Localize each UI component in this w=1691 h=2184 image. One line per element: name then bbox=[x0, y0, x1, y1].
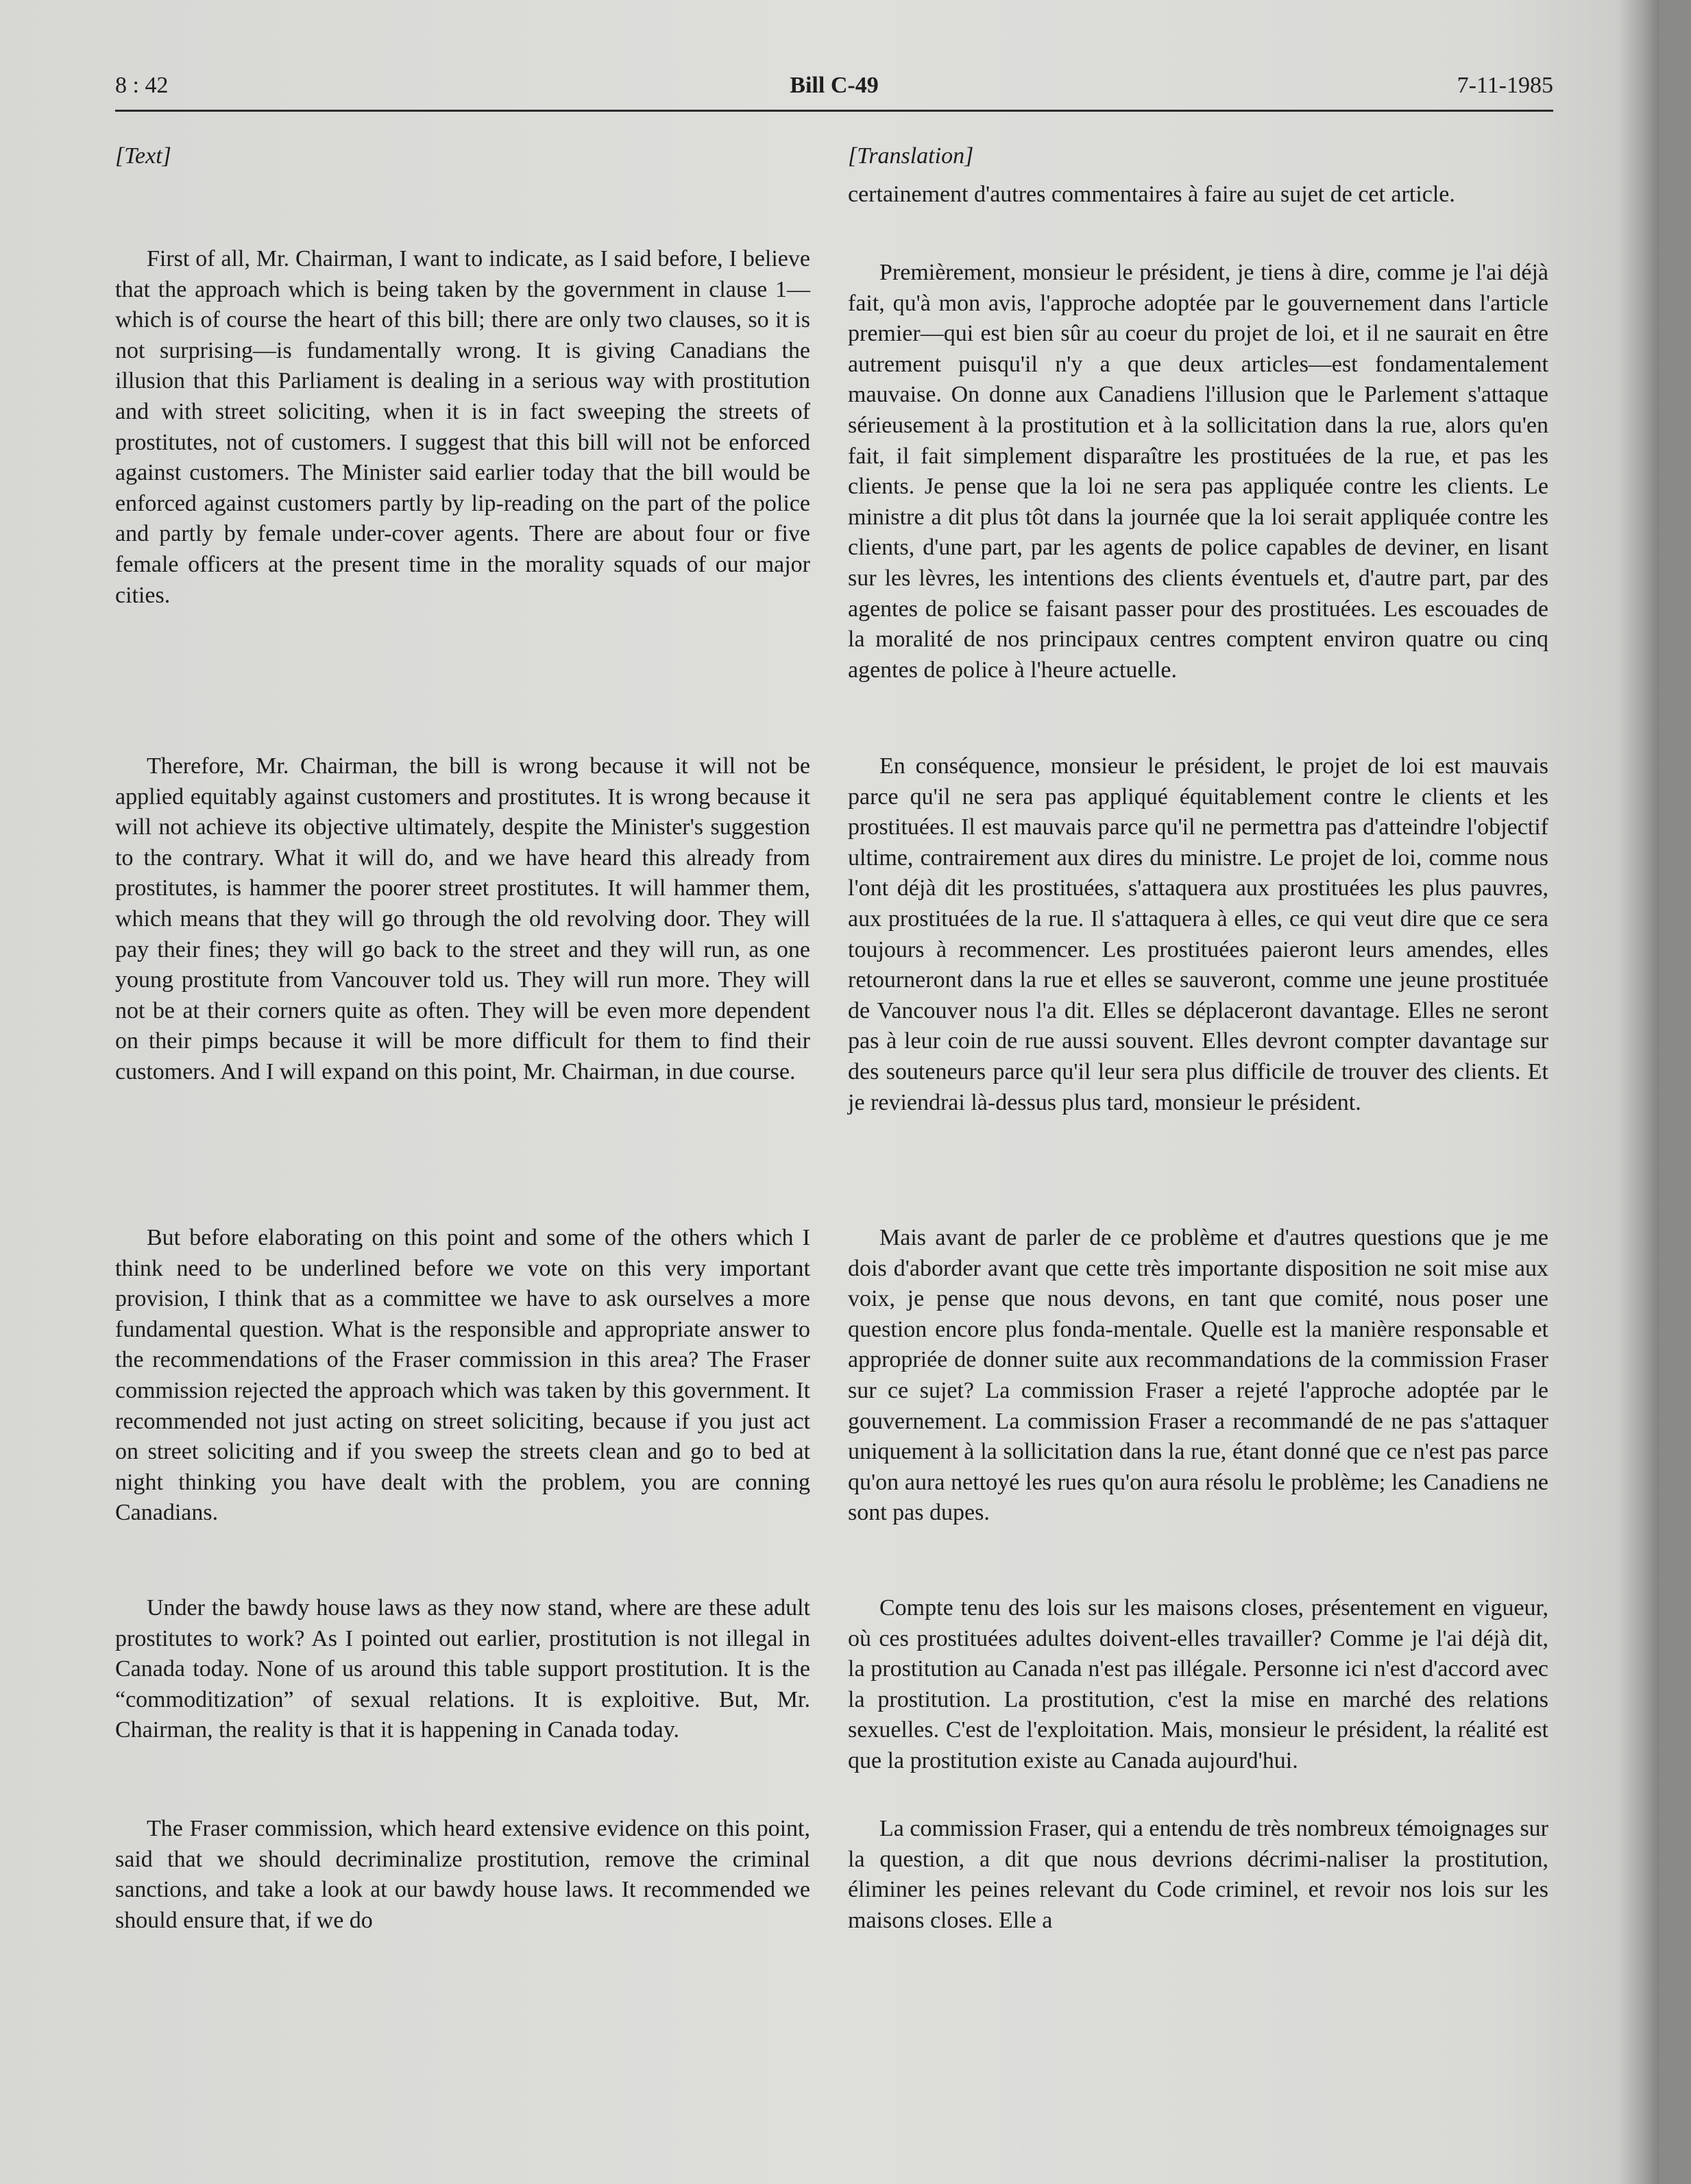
paragraph: certainement d'autres commentaires à faire au sujet de cet article. bbox=[848, 182, 1455, 207]
paragraph: Mais avant de parler de ce problème et d'autres questions que je me dois d'aborder avant que cette très importante disposition ne soit mise aux voix, je pense que nous devons, en tant que comité, nous poser une question encore plus fonda-mentale. Quelle est la manière responsable et appropriée de donner suite aux recommandations de la commission Fraser sur ce sujet? La commission Fraser a rejeté l'approche adoptée par le gouvernement. La commission Fraser a recommandé de ne pas s'attaquer uniquement à la sollicitation dans la rue, étant donné que ce n'est pas parce qu'on aura nettoyé les rues qu'on aura résolu le problème; les Canadiens ne sont pas dupes. bbox=[848, 1225, 1548, 1526]
paragraph: La commission Fraser, qui a entendu de très nombreux témoignages sur la question, a dit que nous devrions décrimi-naliser la prostitution, éliminer les peines relevant du Code criminel, et revoir nos lois sur les maisons closes. Elle a bbox=[848, 1816, 1548, 1933]
header-rule bbox=[115, 110, 1553, 112]
page-number: 8 : 42 bbox=[115, 73, 169, 98]
page-edge-shadow bbox=[1618, 0, 1659, 2184]
bill-title: Bill C-49 bbox=[790, 73, 879, 98]
paragraph: En conséquence, monsieur le président, le projet de loi est mauvais parce qu'il ne sera pas appliqué équitablement contre le clients et les prostituées. Il est mauvais parce qu'il ne permettra pas d'atteindre l'objectif ultime, contrairement aux dires du ministre. Le projet de loi, comme nous l'ont déjà dit les prostituées, s'attaquera aux prostituées les plus pauvres, aux prostituées de la rue. Il s'attaquera à elles, ce qui veut dire que ce sera toujours à recommencer. Les prostituées paieront leurs amendes, elles retourneront dans la rue et elles se sauveront, comme une jeune prostituée de Vancouver nous l'a dit. Elles se déplaceront davantage. Elles ne seront pas à leur coin de rue aussi souvent. Elles devront compter davantage sur des souteneurs parce qu'il leur sera plus difficile de trouver des clients. Et je reviendrai là-dessus plus tard, monsieur le président. bbox=[848, 753, 1548, 1115]
paragraph: Compte tenu des lois sur les maisons closes, présentement en vigueur, où ces prostituées adultes doivent-elles travailler? Comme je l'ai déjà dit, la prostitution au Canada n'est pas illégale. Personne ici n'est d'accord avec la prostitution. La prostitution, c'est la mise en marché des relations sexuelles. C'est de l'exploitation. Mais, monsieur le président, la réalité est que la prostitution existe au Canada aujourd'hui. bbox=[848, 1595, 1548, 1773]
paragraph: Premièrement, monsieur le président, je tiens à dire, comme je l'ai déjà fait, qu'à mon avis, l'approche adoptée par le gouvernement dans l'article premier—qui est bien sûr au coeur du projet de loi, et il ne saurait en être autrement puisqu'il n'y a que deux articles—est fondamentalement mauvaise. On donne aux Canadiens l'illusion que le Parlement s'attaque sérieusement à la prostitution et à la sollicitation dans la rue, alors qu'en fait, il fait simplement disparaître les prostituées de la rue, et pas les clients. Je pense que la loi ne sera pas appliquée contre les clients. Le ministre a dit plus tôt dans la journée que la loi serait appliquée contre les clients, d'une part, par les agents de police capables de deviner, en lisant sur les lèvres, les intentions des clients éventuels et, d'autre part, par des agentes de police se faisant passer pour des prostituées. Les escouades de la moralité de nos principaux centres comptent environ quatre ou cinq agentes de police à l'heure actuelle. bbox=[848, 260, 1548, 683]
paragraph: First of all, Mr. Chairman, I want to indicate, as I said before, I believe that the approach which is being taken by the government in clause 1—which is of course the heart of this bill; there are only two clauses, so it is not surprising—is fundamentally wrong. It is giving Canadians the illusion that this Parliament is dealing in a serious way with prostitution and with street soliciting, when it is in fact sweeping the streets of prostitutes, not of customers. I suggest that this bill will not be enforced against customers. The Minister said earlier today that the bill would be enforced against customers partly by lip-reading on the part of the police and partly by female under-cover agents. There are about four or five female officers at the present time in the morality squads of our major cities. bbox=[115, 246, 810, 608]
text-label: [Text] bbox=[115, 143, 171, 169]
paragraph: Therefore, Mr. Chairman, the bill is wrong because it will not be applied equitably against customers and prostitutes. It is wrong because it will not achieve its objective ultimately, despite the Minister's suggestion to the contrary. What it will do, and we have heard this already from prostitutes, is hammer the poorer street prostitutes. It will hammer them, which means that they will go through the old revolving door. They will pay their fines; they will go back to the street and they will run, as one young prostitute from Vancouver told us. They will run more. They will not be at their corners quite as often. They will be even more dependent on their pimps because it will be more difficult for them to find their customers. And I will expand on this point, Mr. Chairman, in due course. bbox=[115, 753, 810, 1084]
paragraph: But before elaborating on this point and some of the others which I think need to be underlined before we vote on this very important provision, I think that as a committee we have to ask ourselves a more fundamental question. What is the responsible and appropriate answer to the recommendations of the Fraser commission in this area? The Fraser commission rejected the approach which was taken by this government. It recommended not just acting on street soliciting, because if you just act on street soliciting and if you sweep the streets clean and go to bed at night thinking you have dealt with the problem, you are conning Canadians. bbox=[115, 1225, 810, 1526]
translation-label: [Translation] bbox=[848, 143, 974, 169]
paragraph: The Fraser commission, which heard extensive evidence on this point, said that we should decriminalize prostitution, remove the criminal sanctions, and take a look at our bawdy house laws. It recommended we should ensure that, if we do bbox=[115, 1816, 810, 1933]
paragraph: Under the bawdy house laws as they now stand, where are these adult prostitutes to work? As I pointed out earlier, prostitution is not illegal in Canada today. None of us around this table support prostitution. It is the “commoditization” of sexual relations. It is exploitive. But, Mr. Chairman, the reality is that it is happening in Canada today. bbox=[115, 1595, 810, 1743]
page-date: 7-11-1985 bbox=[1457, 73, 1553, 98]
page-header bbox=[115, 69, 1553, 104]
